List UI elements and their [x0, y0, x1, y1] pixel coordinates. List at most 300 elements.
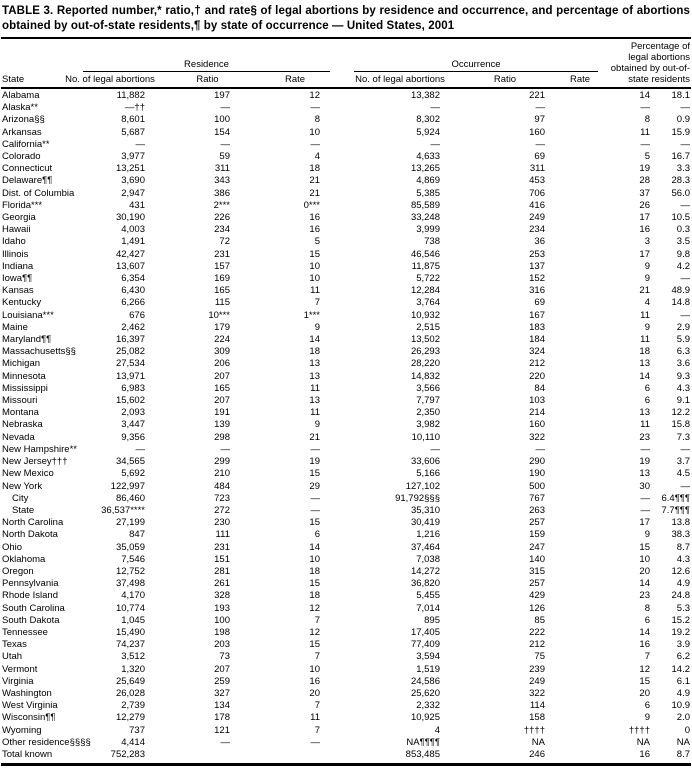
- occurrence-no-cell: 5,924: [416, 126, 440, 138]
- occurrence-no-cell: 895: [424, 614, 440, 626]
- state-name-cell: Missouri: [2, 395, 38, 407]
- occurrence-ratio-cell: 183: [529, 321, 545, 333]
- residence-no-cell: 15,490: [115, 626, 145, 638]
- pct-cell: 10.5: [671, 212, 690, 224]
- state-name-cell: Louisiana***: [2, 309, 54, 321]
- state-name-cell: New Hampshire**: [2, 443, 77, 455]
- pct-cell: 0.9: [676, 114, 690, 126]
- table-row: [0, 651, 692, 663]
- residence-rate-cell: 13: [309, 358, 320, 370]
- table-row: [0, 456, 692, 468]
- table-row: [0, 725, 692, 737]
- pct-cell: 5.3: [676, 602, 690, 614]
- occurrence-ratio-cell: 322: [529, 687, 545, 699]
- occurrence-ratio-cell: 97: [534, 114, 545, 126]
- residence-no-cell: 13,251: [115, 163, 145, 175]
- occurrence-rate-cell: 6: [644, 395, 650, 407]
- residence-rate-cell: 11: [310, 712, 320, 724]
- pct-cell: —: [680, 102, 690, 114]
- occurrence-ratio-cell: 453: [529, 175, 545, 187]
- occurrence-no-cell: 5,455: [416, 590, 440, 602]
- residence-ratio-cell: 157: [214, 260, 230, 272]
- residence-no-cell: 4,414: [121, 736, 145, 748]
- residence-rate-cell: 9: [314, 321, 320, 333]
- state-name-cell: Vermont: [2, 663, 38, 675]
- occurrence-rate-cell: 9: [644, 321, 650, 333]
- residence-no-cell: 752,283: [110, 748, 145, 760]
- occurrence-rate-cell: 8: [644, 602, 650, 614]
- residence-rate-cell: 0***: [303, 199, 320, 211]
- occurrence-ratio-cell: 322: [529, 431, 545, 443]
- state-name-cell: New Mexico: [2, 468, 54, 480]
- residence-no-cell: 35,059: [115, 541, 145, 553]
- occurrence-no-cell: 127,102: [405, 480, 440, 492]
- pct-cell: 0.3: [676, 224, 690, 236]
- occurrence-rate-cell: —: [640, 443, 650, 455]
- pct-cell: 6.2: [676, 651, 690, 663]
- residence-no-cell: 3,977: [121, 151, 145, 163]
- occurrence-no-cell: 37,464: [410, 541, 440, 553]
- occurrence-ratio-cell: 249: [529, 212, 545, 224]
- table-row: [0, 346, 692, 358]
- residence-rate-cell: —: [310, 138, 320, 150]
- table-row: [0, 371, 692, 383]
- occurrence-rate-cell: 5: [644, 151, 650, 163]
- occurrence-no-cell: 5,722: [416, 273, 440, 285]
- table-row: [0, 615, 692, 627]
- table-row: [0, 432, 692, 444]
- pct-cell: 4.2: [676, 260, 690, 272]
- occurrence-rate-cell: 3: [644, 236, 650, 248]
- residence-no-cell: —: [135, 138, 145, 150]
- occurrence-ratio-cell: 247: [529, 541, 545, 553]
- residence-no-cell: 2,093: [121, 407, 145, 419]
- residence-no-cell: 3,512: [121, 651, 145, 663]
- residence-ratio-cell: 299: [214, 456, 230, 468]
- occurrence-no-cell: 1,216: [416, 529, 440, 541]
- occurrence-ratio-cell: 500: [529, 480, 545, 492]
- occurrence-no-cell: 10,932: [410, 309, 440, 321]
- occurrence-rate-cell: 16: [639, 639, 650, 651]
- table-row: [0, 127, 692, 139]
- pct-cell: 3.3: [676, 163, 690, 175]
- table-row: [0, 407, 692, 419]
- occurrence-no-cell: 738: [424, 236, 440, 248]
- residence-rate-cell: 12: [309, 90, 320, 101]
- residence-rate-cell: 10: [309, 553, 320, 565]
- table-row: [0, 102, 692, 114]
- pct-cell: 3.5: [676, 236, 690, 248]
- residence-ratio-cell: 327: [214, 687, 230, 699]
- residence-rate-cell: 19: [309, 456, 320, 468]
- residence-no-cell: 676: [129, 309, 145, 321]
- state-name-cell: Minnesota: [2, 370, 46, 382]
- residence-no-cell: 1,491: [121, 236, 145, 248]
- occurrence-ratio-cell: 85: [534, 614, 545, 626]
- occurrence-group-header: Occurrence: [354, 59, 598, 72]
- residence-no-cell: 10,774: [115, 602, 145, 614]
- residence-ratio-cell: 298: [214, 431, 230, 443]
- state-name-cell: Other residence§§§§: [2, 736, 91, 748]
- residence-no-cell: 27,534: [115, 358, 145, 370]
- state-name-cell: Alabama: [2, 90, 40, 101]
- pct-cell: 3.9: [676, 639, 690, 651]
- residence-ratio-cell: 198: [214, 626, 230, 638]
- residence-no-cell: —: [135, 443, 145, 455]
- occurrence-no-cell: 3,999: [416, 224, 440, 236]
- occurrence-ratio-cell: 429: [529, 590, 545, 602]
- table-row: [0, 603, 692, 615]
- residence-ratio-cell: 2***: [213, 199, 230, 211]
- occurrence-no-cell: 35,310: [410, 504, 440, 516]
- state-name-cell: Rhode Island: [2, 590, 58, 602]
- table-row: [0, 285, 692, 297]
- occurrence-rate-cell: 13: [639, 468, 650, 480]
- pct-cell: 14.8: [671, 297, 690, 309]
- residence-rate-cell: 1***: [303, 309, 320, 321]
- state-name-cell: Montana: [2, 407, 39, 419]
- residence-no-cell: 847: [129, 529, 145, 541]
- residence-rate-cell: 12: [309, 602, 320, 614]
- occurrence-ratio-cell: 69: [534, 297, 545, 309]
- pct-cell: 12.6: [671, 565, 690, 577]
- occurrence-rate-cell: 13: [639, 407, 650, 419]
- occurrence-no-cell: 10,925: [410, 712, 440, 724]
- occurrence-no-cell: —: [430, 443, 440, 455]
- occurrence-rate-cell: 6: [644, 614, 650, 626]
- occurrence-no-cell: 5,166: [416, 468, 440, 480]
- residence-ratio-cell: 207: [214, 663, 230, 675]
- table-title: TABLE 3. Reported number,* ratio,† and rate§ of legal abortions by residence and occurrence, and percentage of abortions obtained by out-of-state residents,¶ by state of occurrence — United States, 2001: [2, 5, 690, 32]
- occurrence-no-cell: 2,332: [416, 700, 440, 712]
- residence-ratio-cell: 386: [214, 187, 230, 199]
- occurrence-ratio-cell: 246: [529, 748, 545, 760]
- residence-no-cell: 36,537****: [101, 504, 145, 516]
- occurrence-no-cell: 10,110: [411, 431, 440, 443]
- residence-ratio-cell: 231: [214, 541, 230, 553]
- pct-cell: 9.8: [676, 248, 690, 260]
- residence-ratio-cell: 111: [215, 529, 230, 541]
- state-name-cell: New Jersey†††: [2, 456, 68, 468]
- pct-cell: 6.4¶¶¶: [661, 492, 690, 504]
- occurrence-no-cell: NA¶¶¶¶: [406, 736, 440, 748]
- residence-rate-cell: 9: [314, 419, 320, 431]
- residence-rate-cell: 11: [310, 382, 320, 394]
- residence-rate-cell: 7: [314, 297, 320, 309]
- occurrence-rate-cell: 4: [644, 297, 650, 309]
- occurrence-ratio-cell: 316: [529, 285, 545, 297]
- table-row: [0, 529, 692, 541]
- table-row: [0, 419, 692, 431]
- residence-ratio-cell: 207: [214, 370, 230, 382]
- occurrence-rate-cell: 18: [639, 346, 650, 358]
- occurrence-rate-cell: 9: [644, 712, 650, 724]
- occurrence-rate-cell: 11: [640, 334, 650, 346]
- occurrence-ratio-cell: 167: [529, 309, 545, 321]
- table-row: [0, 749, 692, 761]
- occurrence-ratio-cell: 257: [529, 517, 545, 529]
- residence-no-cell: 8,601: [121, 114, 145, 126]
- residence-ratio-cell: 231: [214, 248, 230, 260]
- pct-cell: 10.9: [671, 700, 690, 712]
- residence-no-cell: 9,356: [121, 431, 145, 443]
- residence-rate-cell: 7: [314, 724, 320, 736]
- table-row: [0, 676, 692, 688]
- state-name-cell: Mississippi: [2, 382, 48, 394]
- occurrence-ratio-cell: 416: [529, 199, 545, 211]
- occurrence-ratio-cell: 257: [529, 578, 545, 590]
- table-row: [0, 175, 692, 187]
- state-name-cell: Total known: [2, 748, 53, 760]
- state-name-cell: Maine: [2, 321, 28, 333]
- occurrence-no-cell: 2,515: [416, 321, 440, 333]
- residence-rate-cell: —: [310, 492, 320, 504]
- residence-rate-cell: 15: [309, 248, 320, 260]
- table-row: [0, 468, 692, 480]
- residence-ratio-cell: 281: [214, 565, 230, 577]
- state-name-cell: Connecticut: [2, 163, 53, 175]
- residence-ratio-cell: 309: [214, 346, 230, 358]
- residence-rate-cell: 21: [309, 175, 320, 187]
- residence-rate-cell: 18: [309, 590, 320, 602]
- state-name-cell: City: [12, 492, 29, 504]
- residence-no-cell: 37,498: [115, 578, 145, 590]
- residence-ratio-cell: 191: [214, 407, 230, 419]
- occurrence-no-cell: 33,248: [410, 212, 440, 224]
- residence-rate-cell: 14: [309, 334, 320, 346]
- table-row: [0, 139, 692, 151]
- table-row: [0, 395, 692, 407]
- occurrence-no-cell: 2,350: [416, 407, 440, 419]
- table-row: [0, 224, 692, 236]
- residence-rate-cell: 7: [314, 614, 320, 626]
- table-row: [0, 322, 692, 334]
- residence-ratio-cell: 723: [214, 492, 230, 504]
- pct-cell: 8.7: [676, 541, 690, 553]
- pct-cell: 15.8: [671, 419, 690, 431]
- residence-rate-cell: 13: [309, 395, 320, 407]
- table-row: [0, 664, 692, 676]
- residence-rate-cell: 10: [309, 126, 320, 138]
- table-row: [0, 249, 692, 261]
- residence-rate-cell: 18: [309, 565, 320, 577]
- occurrence-no-cell: 3,566: [416, 382, 440, 394]
- table-row: [0, 481, 692, 493]
- state-name-cell: West Virginia: [2, 700, 58, 712]
- pct-cell: 56.0: [671, 187, 690, 199]
- state-name-cell: South Dakota: [2, 614, 60, 626]
- residence-ratio-cell: 328: [214, 590, 230, 602]
- residence-ratio-cell: 100: [214, 114, 230, 126]
- state-name-cell: North Carolina: [2, 517, 64, 529]
- state-name-cell: Massachusetts§§: [2, 346, 76, 358]
- occurrence-ratio-cell: 114: [529, 700, 545, 712]
- state-column-header: State: [2, 74, 25, 85]
- table-row: [0, 700, 692, 712]
- occurrence-ratio-cell: 253: [529, 248, 545, 260]
- residence-no-cell: 86,460: [115, 492, 145, 504]
- table-row: [0, 114, 692, 126]
- residence-no-cell: 4,003: [121, 224, 145, 236]
- residence-ratio-cell: 484: [214, 480, 230, 492]
- residence-ratio-header: Ratio: [196, 74, 219, 85]
- state-name-cell: Ohio: [2, 541, 23, 553]
- occurrence-ratio-cell: 103: [529, 395, 545, 407]
- occurrence-rate-cell: 19: [639, 163, 650, 175]
- residence-ratio-cell: 73: [219, 651, 230, 663]
- pct-cell: 9.1: [676, 395, 690, 407]
- residence-ratio-cell: 72: [219, 236, 230, 248]
- occurrence-no-cell: 4,869: [416, 175, 440, 187]
- occurrence-ratio-cell: 222: [529, 626, 545, 638]
- pct-cell: 38.3: [671, 529, 690, 541]
- pct-cell: 18.1: [671, 90, 690, 101]
- table-row: [0, 383, 692, 395]
- residence-no-cell: 30,190: [115, 212, 145, 224]
- pct-cell: 16.7: [671, 151, 690, 163]
- table-row: [0, 334, 692, 346]
- state-name-cell: Virginia: [2, 675, 34, 687]
- occurrence-no-cell: 25,620: [410, 687, 440, 699]
- residence-rate-cell: 14: [309, 541, 320, 553]
- state-name-cell: California**: [2, 138, 50, 150]
- occurrence-rate-cell: 11: [640, 309, 650, 321]
- pct-cell: 7.3: [676, 431, 690, 443]
- occurrence-ratio-cell: 767: [529, 492, 545, 504]
- occurrence-rate-cell: 23: [639, 590, 650, 602]
- occurrence-ratio-cell: 36: [534, 236, 545, 248]
- residence-rate-cell: 8: [314, 114, 320, 126]
- residence-rate-cell: 7: [314, 700, 320, 712]
- table-row: [0, 737, 692, 749]
- pct-cell: 28.3: [671, 175, 690, 187]
- occurrence-rate-cell: 21: [639, 285, 650, 297]
- residence-ratio-cell: 169: [214, 273, 230, 285]
- residence-no-cell: 3,447: [121, 419, 145, 431]
- occurrence-no-cell: 7,038: [416, 553, 440, 565]
- residence-ratio-cell: 206: [214, 358, 230, 370]
- residence-rate-cell: 10: [309, 273, 320, 285]
- pct-cell: 5.9: [676, 334, 690, 346]
- occurrence-no-cell: 36,820: [410, 578, 440, 590]
- occurrence-no-cell: 91,792§§§: [395, 492, 440, 504]
- residence-rate-cell: —: [310, 102, 320, 114]
- table-row: [0, 493, 692, 505]
- residence-rate-cell: 4: [314, 151, 320, 163]
- occurrence-rate-cell: 16: [639, 748, 650, 760]
- occurrence-no-cell: —: [430, 102, 440, 114]
- residence-ratio-cell: 234: [214, 224, 230, 236]
- state-name-cell: Delaware¶¶: [2, 175, 53, 187]
- occurrence-no-cell: 33,606: [410, 456, 440, 468]
- residence-no-cell: 6,983: [121, 382, 145, 394]
- residence-no-cell: 6,430: [121, 285, 145, 297]
- state-name-cell: Nevada: [2, 431, 35, 443]
- occurrence-ratio-cell: 212: [529, 358, 545, 370]
- occurrence-ratio-cell: 160: [529, 126, 545, 138]
- residence-rate-cell: —: [310, 504, 320, 516]
- residence-no-cell: 431: [129, 199, 145, 211]
- residence-ratio-cell: 151: [214, 553, 230, 565]
- occurrence-rate-cell: 6: [644, 382, 650, 394]
- residence-ratio-cell: 59: [219, 151, 230, 163]
- state-name-cell: North Dakota: [2, 529, 58, 541]
- residence-no-cell: 1,045: [121, 614, 145, 626]
- residence-no-cell: 74,237: [115, 639, 145, 651]
- residence-rate-cell: 29: [309, 480, 320, 492]
- table-row: [0, 578, 692, 590]
- table-row: [0, 517, 692, 529]
- occurrence-ratio-cell: 69: [534, 151, 545, 163]
- pct-cell: —: [680, 273, 690, 285]
- occurrence-rate-cell: 15: [639, 675, 650, 687]
- residence-rate-cell: 15: [309, 517, 320, 529]
- pct-cell: 3.7: [676, 456, 690, 468]
- state-name-cell: State: [12, 504, 35, 516]
- occurrence-rate-cell: 17: [639, 212, 650, 224]
- occurrence-ratio-cell: 158: [529, 712, 545, 724]
- occurrence-ratio-cell: NA: [531, 736, 545, 748]
- residence-rate-cell: 5: [314, 236, 320, 248]
- occurrence-no-cell: 30,419: [410, 517, 440, 529]
- occurrence-rate-cell: 23: [639, 431, 650, 443]
- occurrence-ratio-cell: 221: [529, 90, 545, 101]
- residence-ratio-cell: 311: [214, 163, 230, 175]
- table-row: [0, 261, 692, 273]
- residence-ratio-cell: 179: [214, 321, 230, 333]
- state-name-cell: Washington: [2, 687, 52, 699]
- residence-no-cell: 5,692: [121, 468, 145, 480]
- residence-ratio-cell: 165: [214, 285, 230, 297]
- residence-ratio-cell: 193: [214, 602, 230, 614]
- occurrence-no-cell: 14,272: [410, 565, 440, 577]
- residence-rate-cell: —: [310, 736, 320, 748]
- occurrence-no-cell: 26,293: [410, 346, 440, 358]
- state-name-cell: South Carolina: [2, 602, 65, 614]
- pct-cell: —: [680, 309, 690, 321]
- occurrence-no-cell: 77,409: [410, 639, 440, 651]
- occurrence-rate-cell: 30: [639, 480, 650, 492]
- pct-cell: 2.9: [676, 321, 690, 333]
- table-row: [0, 639, 692, 651]
- occurrence-no-cell: 3,594: [416, 651, 440, 663]
- pct-cell: 4.5: [676, 468, 690, 480]
- occurrence-rate-cell: 20: [639, 687, 650, 699]
- residence-rate-cell: 11: [310, 407, 320, 419]
- residence-no-cell: 2,947: [121, 187, 145, 199]
- occurrence-rate-cell: 19: [639, 456, 650, 468]
- residence-no-cell: 26,028: [115, 687, 145, 699]
- pct-cell: NA: [676, 736, 690, 748]
- table-row: [0, 236, 692, 248]
- residence-no-cell: 25,082: [115, 346, 145, 358]
- residence-ratio-cell: 154: [214, 126, 230, 138]
- residence-no-cell: 13,971: [115, 370, 145, 382]
- occurrence-rate-cell: 9: [644, 260, 650, 272]
- occurrence-rate-cell: 6: [644, 700, 650, 712]
- residence-rate-cell: 20: [309, 687, 320, 699]
- pct-cell: 4.3: [676, 382, 690, 394]
- residence-ratio-cell: 197: [214, 90, 230, 101]
- occurrence-rate-cell: —: [640, 138, 650, 150]
- pct-cell: —: [680, 443, 690, 455]
- residence-rate-cell: 13: [309, 370, 320, 382]
- residence-rate-cell: 18: [309, 163, 320, 175]
- state-name-cell: Hawaii: [2, 224, 31, 236]
- occurrence-ratio-header: Ratio: [493, 74, 517, 85]
- pct-cell: 48.9: [671, 285, 690, 297]
- residence-rate-cell: 16: [309, 224, 320, 236]
